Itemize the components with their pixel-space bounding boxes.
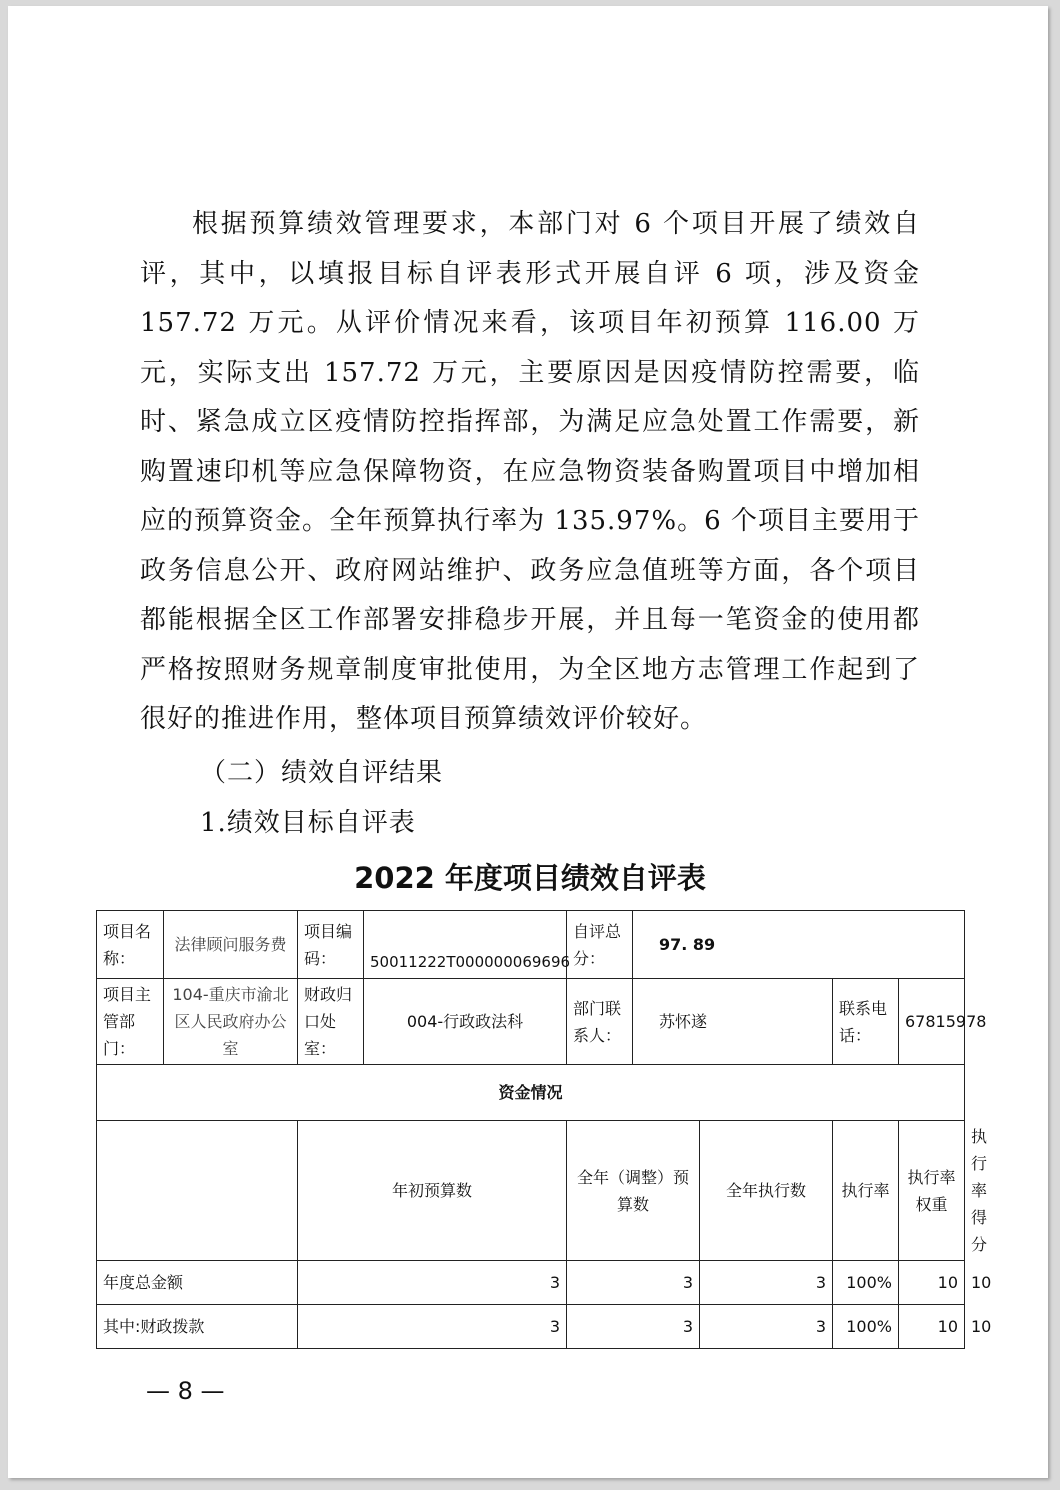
total-score-value: 97. 89 xyxy=(633,911,965,979)
col-header: 全年（调整）预算数 xyxy=(567,1121,700,1261)
dept-value: 104-重庆市渝北区人民政府办公室 xyxy=(164,979,298,1065)
table-title: 2022 年度项目绩效自评表 xyxy=(354,861,706,895)
table-cell: 3 xyxy=(700,1261,833,1305)
subsection-heading: 1.绩效目标自评表 xyxy=(200,808,416,838)
total-score-label: 自评总分： xyxy=(567,911,633,979)
table-cell: 3 xyxy=(298,1305,567,1349)
project-code-label: 项目编码： xyxy=(298,911,364,979)
col-header: 全年执行数 xyxy=(700,1121,833,1261)
phone-label: 联系电话： xyxy=(833,979,899,1065)
body-paragraph: 根据预算绩效管理要求，本部门对 6 个项目开展了绩效自评，其中，以填报目标自评表形式开展自评 6 项，涉及资金 157.72 万元。从评价情况来看，该项目年初预算 116.00 万元，实际支出 157.72 万元，主要原因是因疫情防控需要，临时、紧急成立区疫情防控指挥部，为满足应急处置工作需要，新购置速印机等应急保障物资，在应急物资装备购置项目中增加相应的预算资金。全年预算执行率为 135.97%。6 个项目主要用于政务信息公开、政府网站维护、政务应急值班等方面，各个项目都能根据全区工作部署安排稳步开展，并且每一笔资金的使用都严格按照财务规章制度审批使用，为全区地方志管理工作起到了很好的推进作用，整体项目预算绩效评价较好。 xyxy=(140,209,920,734)
section-heading: （二）绩效自评结果 xyxy=(200,758,444,788)
row-label: 其中:财政拨款 xyxy=(97,1305,298,1349)
table-row xyxy=(97,1065,965,1121)
table-cell: 3 xyxy=(298,1261,567,1305)
table-row xyxy=(97,1261,965,1305)
finance-office-label: 财政归口处室： xyxy=(298,979,364,1065)
table-cell: 3 xyxy=(700,1305,833,1349)
table-header-row xyxy=(97,1121,965,1261)
contact-label: 部门联系人： xyxy=(567,979,633,1065)
table-row xyxy=(97,979,965,1065)
table-row xyxy=(97,911,965,979)
phone-value: 67815978 xyxy=(899,979,965,1065)
row-label: 年度总金额 xyxy=(97,1261,298,1305)
col-header: 执行率权重 xyxy=(899,1121,965,1261)
table-cell: 10 xyxy=(899,1305,965,1349)
contact-value: 苏怀遂 xyxy=(633,979,833,1065)
table-cell: 3 xyxy=(567,1261,700,1305)
col-header: 执行率 xyxy=(833,1121,899,1261)
table-cell: 100% xyxy=(833,1261,899,1305)
col-header: 年初预算数 xyxy=(298,1121,567,1261)
project-name-label: 项目名称： xyxy=(97,911,164,979)
finance-office-value: 004-行政政法科 xyxy=(364,979,567,1065)
funds-header: 资金情况 xyxy=(97,1065,965,1121)
page-number: — 8 — xyxy=(146,1377,225,1405)
performance-table xyxy=(96,910,987,1349)
project-code-value: 50011222T000000069696 xyxy=(364,911,567,979)
table-cell: 100% xyxy=(833,1305,899,1349)
dept-label: 项目主管部门： xyxy=(97,979,164,1065)
table-row xyxy=(97,1305,965,1349)
table-cell: 10 xyxy=(899,1261,965,1305)
project-name-value: 法律顾问服务费 xyxy=(164,911,298,979)
empty-header-cell xyxy=(97,1121,298,1261)
table-cell: 3 xyxy=(567,1305,700,1349)
